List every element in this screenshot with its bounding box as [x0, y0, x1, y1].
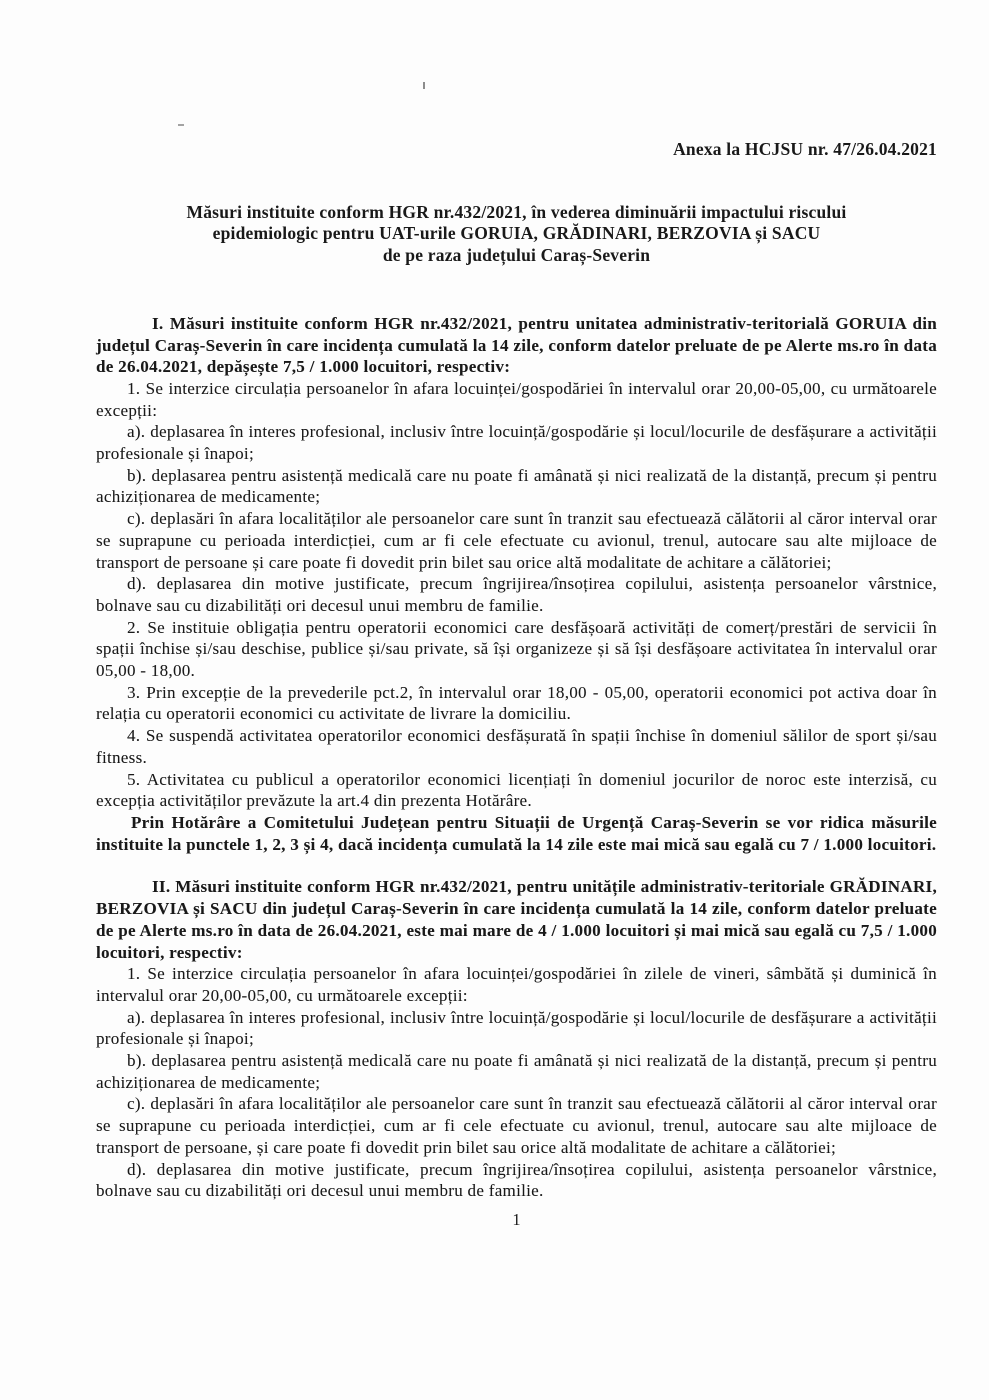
- section-2-item-1d: d). deplasarea din motive justificate, precum îngrijirea/însoțirea copilului, asistența persoanelor vârstnice, bolnave sau cu dizabilități ori decesul unui membru de familie.: [96, 1159, 937, 1201]
- section-2-item-1c: c). deplasări în afara localităților ale persoanelor care sunt în tranzit sau efectuează călătorii al căror interval orar se suprapune cu perioada interdicției, cum ar fi cele efectuate cu avionul, trenul, autocare sau alte mijloace de transport de persoane, și care poate fi dovedit prin bilet sau orice altă modalitate de achitare a călătoriei;: [96, 1094, 937, 1157]
- section-1-item-1c: c). deplasări în afara localităților ale persoanelor care sunt în tranzit sau efectuează călătorii al căror interval orar se suprapune cu perioada interdicției, cum ar fi cele efectuate cu avionul, trenul, autocare sau alte mijloace de transport de persoane și care poate fi dovedit prin bilet sau orice altă modalitate de achitare a călătoriei;: [96, 509, 937, 572]
- title-line-1: Măsuri instituite conform HGR nr.432/2021, în vederea diminuării impactului riscului: [186, 201, 847, 222]
- title-line-2: epidemiologic pentru UAT-urile GORUIA, GRĂDINARI, BERZOVIA și SACU: [212, 223, 821, 244]
- title-line-3: de pe raza județului Caraș-Severin: [382, 245, 651, 266]
- section-1: [96, 313, 937, 856]
- section-1-item-3: 3. Prin excepție de la prevederile pct.2, în intervalul orar 18,00 - 05,00, operatorii economici pot activa doar în relația cu operatorii economici cu activitate de livrare la domiciliu.: [96, 682, 937, 724]
- annex-reference: Anexa la HCJSU nr. 47/26.04.2021: [673, 139, 937, 159]
- section-1-item-5: 5. Activitatea cu publicul a operatorilor economici licențiați în domeniul jocurilor de noroc este interzisă, cu excepția activităților prevăzute la art.4 din prezenta Hotărâre.: [96, 769, 937, 811]
- section-1-closing: Prin Hotărâre a Comitetului Județean pentru Situații de Urgență Caraș-Severin se vor ridica măsurile instituite la punctele 1, 2, 3 și 4, dacă incidența cumulată la 14 zile este mai mică sau egală cu 7 / 1.000 locuitori.: [96, 812, 937, 854]
- document-title: [96, 202, 937, 267]
- section-1-heading: I. Măsuri instituite conform HGR nr.432/2021, pentru unitatea administrativ-teritorială GORUIA din județul Caraș-Severin în care incidența cumulată la 14 zile, conform datelor preluate de pe Alerte ms.ro în data de 26.04.2021, depășește 7,5 / 1.000 locuitori, respectiv:: [96, 313, 937, 377]
- section-2-item-1a: a). deplasarea în interes profesional, inclusiv între locuință/gospodărie și locul/locurile de desfășurare a activității profesionale și înapoi;: [96, 1007, 937, 1049]
- section-1-item-4: 4. Se suspendă activitatea operatorilor economici desfășurată în spații închise în domeniul sălilor de sport și/sau fitness.: [96, 726, 937, 767]
- section-1-item-2: 2. Se instituie obligația pentru operatorii economici care desfășoară activități de comerț/prestări de servicii în spații închise și/sau deschise, publice și/sau private, să își organizeze și să își desfășoare activitatea în intervalul orar 05,00 - 18,00.: [96, 617, 937, 681]
- section-2-item-1: 1. Se interzice circulația persoanelor în afara locuinței/gospodăriei în zilele de vineri, sâmbătă și duminică în intervalul orar 20,00-05,00, cu următoarele excepții:: [96, 964, 937, 1005]
- section-1-item-1: 1. Se interzice circulația persoanelor în afara locuinței/gospodăriei în intervalul orar 20,00-05,00, cu următoarele excepții:: [96, 378, 937, 420]
- section-1-item-1d: d). deplasarea din motive justificate, precum îngrijirea/însoțirea copilului, asistența persoanelor vârstnice, bolnave sau cu dizabilități ori decesul unui membru de familie.: [96, 574, 937, 615]
- section-2-item-1b: b). deplasarea pentru asistență medicală care nu poate fi amânată și nici realizată de la distanță, precum și pentru achiziționarea de medicamente;: [96, 1051, 937, 1092]
- section-2: [96, 876, 937, 1202]
- section-1-item-1a: a). deplasarea în interes profesional, inclusiv între locuință/gospodărie și locul/locurile de desfășurare a activității profesionale și înapoi;: [96, 422, 937, 464]
- section-1-item-1b: b). deplasarea pentru asistență medicală care nu poate fi amânată și nici realizată de la distanță, precum și pentru achiziționarea de medicamente;: [96, 465, 937, 507]
- page-number: 1: [512, 1209, 521, 1229]
- document-content: [96, 0, 937, 1231]
- section-2-heading: II. Măsuri instituite conform HGR nr.432/2021, pentru unitățile administrativ-teritoriale GRĂDINARI, BERZOVIA și SACU din județul Caraș-Severin în care incidența cumulată la 14 zile, conform datelor preluate de pe Alerte ms.ro în data de 26.04.2021, este mai mare de 4 / 1.000 locuitori și mai mică sau egală cu 7,5 / 1.000 locuitori, respectiv:: [96, 877, 937, 962]
